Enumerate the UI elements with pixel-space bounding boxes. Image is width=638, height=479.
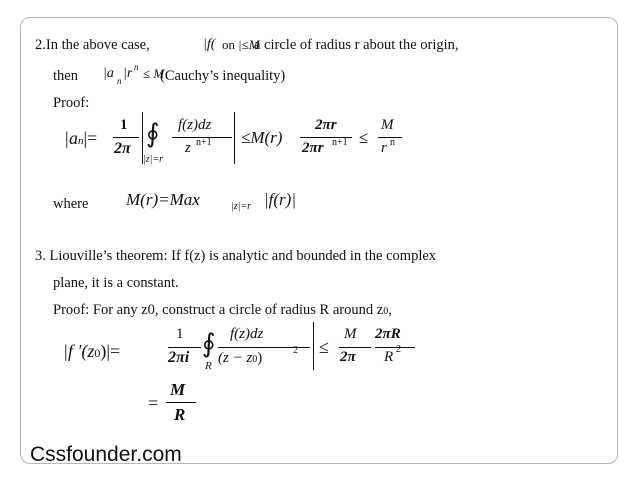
- eq3-frac-num: 1: [176, 326, 184, 342]
- f-le-m: |≤M: [238, 37, 260, 52]
- eq3-num: f(z)dz: [230, 326, 264, 342]
- cauchy-ineq-r: |r: [123, 66, 133, 81]
- eq4-den: R: [174, 405, 186, 424]
- where-label: where: [53, 196, 89, 212]
- cauchy-ineq-a: |a: [103, 66, 114, 81]
- eq1-den2: 2πr: [302, 140, 324, 156]
- eq1-abs-right: [234, 112, 235, 164]
- eq3-integral: ∮: [202, 329, 216, 358]
- eq3-abs-right: [313, 322, 314, 370]
- eq4-frac-line: [166, 402, 196, 403]
- eq1-num2: 2πr: [315, 117, 337, 133]
- eq1-frac-den: 2π: [114, 140, 131, 157]
- eq3-den3-pow: 2: [396, 344, 401, 355]
- section3-line2: plane, it is a constant.: [53, 275, 179, 291]
- circle-text: a circle of radius r about the origin,: [254, 37, 459, 53]
- section3-title: 3. Liouville’s theorem: If f(z) is analytic and bounded in the complex: [35, 248, 437, 264]
- eq4-num: M: [170, 380, 186, 399]
- eq3-den3: R: [384, 349, 394, 365]
- slide-frame: [20, 17, 618, 464]
- eq1-den: z: [185, 140, 191, 156]
- eq1-frac-line: [113, 137, 139, 138]
- eq2-lhs: M(r)=Max: [126, 190, 200, 209]
- eq1-lhs: |an|=: [64, 128, 98, 148]
- footer-watermark: Cssfounder.com: [30, 443, 182, 466]
- eq1-integral: ∮: [146, 119, 160, 148]
- section2-intro: 2.In the above case,: [35, 37, 150, 53]
- eq3-lhs: |f ′(z0)|=: [63, 341, 121, 361]
- eq1-num: f(z)dz: [178, 117, 212, 133]
- cauchy-ineq-pow: n: [134, 62, 139, 72]
- eq1-den-pow: n+1: [196, 137, 212, 148]
- eq3-num2: M: [344, 326, 357, 342]
- eq1-le2: ≤: [359, 128, 369, 147]
- eq4-equals: =: [148, 393, 159, 413]
- cauchy-label: (Cauchy’s inequality): [160, 68, 286, 84]
- eq3-den2: 2π: [340, 349, 356, 365]
- eq3-den-pow: 2: [293, 345, 298, 356]
- eq3-frac-line: [168, 347, 201, 348]
- eq1-le1: ≤M(r): [241, 128, 283, 147]
- eq3-int-sub: R: [205, 360, 212, 372]
- proof-label-1: Proof:: [53, 95, 90, 111]
- eq1-den2-pow: n+1: [332, 137, 348, 148]
- eq3-frac-den: 2πi: [168, 349, 190, 366]
- eq3-frac3-line: [375, 347, 415, 348]
- cauchy-ineq-n: n: [117, 76, 122, 86]
- f-on: on: [222, 37, 235, 52]
- eq1-den3: r: [381, 140, 387, 156]
- eq3-den: (z − z0): [218, 350, 263, 366]
- eq3-num3: 2πR: [375, 326, 401, 342]
- eq3-le: ≤: [319, 337, 329, 357]
- eq2-rhs: |f(r)|: [264, 190, 297, 209]
- eq2-sub: |z|=r: [231, 201, 252, 212]
- eq1-int-sub: |z|=r: [143, 154, 164, 165]
- eq1-frac-num: 1: [120, 117, 128, 133]
- eq1-num3: M: [381, 117, 394, 133]
- then-label: then: [53, 68, 78, 84]
- eq1-den3-pow: n: [390, 137, 395, 148]
- proof-label-2: Proof: For any z0, construct a circle of radius R around z0,: [53, 302, 392, 318]
- cauchy-ineq-le: ≤ M: [143, 66, 165, 81]
- eq3-frac2-line: [339, 347, 371, 348]
- f-abs: |f(: [203, 37, 216, 52]
